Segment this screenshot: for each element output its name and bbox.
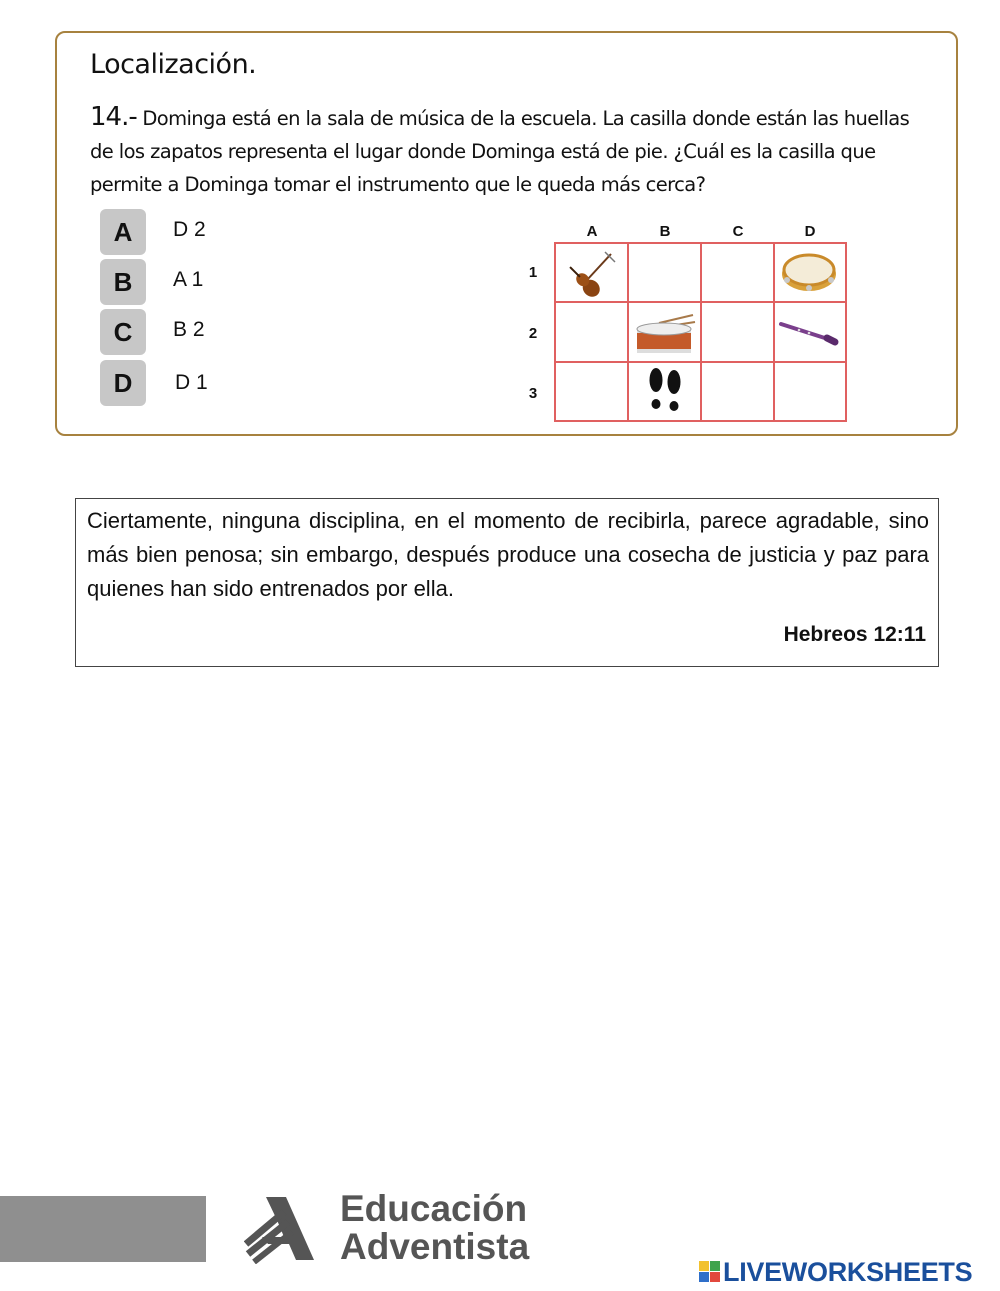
footprints-icon xyxy=(650,368,681,411)
question-card xyxy=(55,31,958,436)
liveworksheets-watermark[interactable] xyxy=(699,1258,999,1286)
footer-bar xyxy=(0,1196,206,1262)
option-b-answer: A 1 xyxy=(173,268,204,291)
option-d-answer: D 1 xyxy=(175,371,208,394)
question-text xyxy=(90,101,920,201)
option-c-badge[interactable]: C xyxy=(100,309,146,355)
grid-row-label: 2 xyxy=(528,325,538,342)
option-c-answer: B 2 xyxy=(173,318,205,341)
question-number: 14.- xyxy=(90,102,137,132)
liveworksheets-icon xyxy=(699,1261,721,1283)
option-b-badge[interactable]: B xyxy=(100,259,146,305)
quote-reference: Hebreos 12:11 xyxy=(783,623,926,646)
footer-brand-line2: Adventista xyxy=(340,1226,530,1267)
grid-row-label: 1 xyxy=(528,264,538,281)
quote-box xyxy=(75,498,939,667)
grid-row-label: 3 xyxy=(528,385,538,402)
question-body: Dominga está en la sala de música de la escuela. La casilla donde están las huellas de los zapatos representa el lugar donde Dominga está de pie. ¿Cuál es la casilla que permite a Dominga tomar el instrumento que le queda más cerca? xyxy=(90,107,910,196)
option-a[interactable] xyxy=(100,209,300,255)
option-c[interactable] xyxy=(100,309,300,355)
location-grid xyxy=(519,213,854,423)
quote-text: Ciertamente, ninguna disciplina, en el momento de recibirla, parece agradable, sino más bien penosa; sin embargo, después produce una cosecha de justicia y paz para quienes han sido entrenados por ella. xyxy=(87,508,929,601)
grid-col-label: A xyxy=(586,223,598,240)
drum-icon xyxy=(637,315,695,353)
grid-col-label: B xyxy=(659,223,671,240)
grid-col-label: D xyxy=(804,223,816,240)
option-a-answer: D 2 xyxy=(173,218,206,241)
footer-brand-line1: Educación xyxy=(340,1188,528,1229)
liveworksheets-text: LIVEWORKSHEETS xyxy=(723,1257,973,1287)
option-d-badge[interactable]: D xyxy=(100,360,146,406)
adventista-logo-icon xyxy=(244,1192,316,1264)
violin-icon xyxy=(564,252,615,300)
section-title: Localización. xyxy=(90,49,257,80)
tambourine-icon xyxy=(782,255,836,291)
grid-col-label: C xyxy=(732,223,744,240)
option-a-badge[interactable]: A xyxy=(100,209,146,255)
option-d[interactable] xyxy=(100,360,300,406)
footer-brand xyxy=(340,1190,529,1266)
clarinet-icon xyxy=(781,324,835,342)
option-b[interactable] xyxy=(100,259,300,305)
